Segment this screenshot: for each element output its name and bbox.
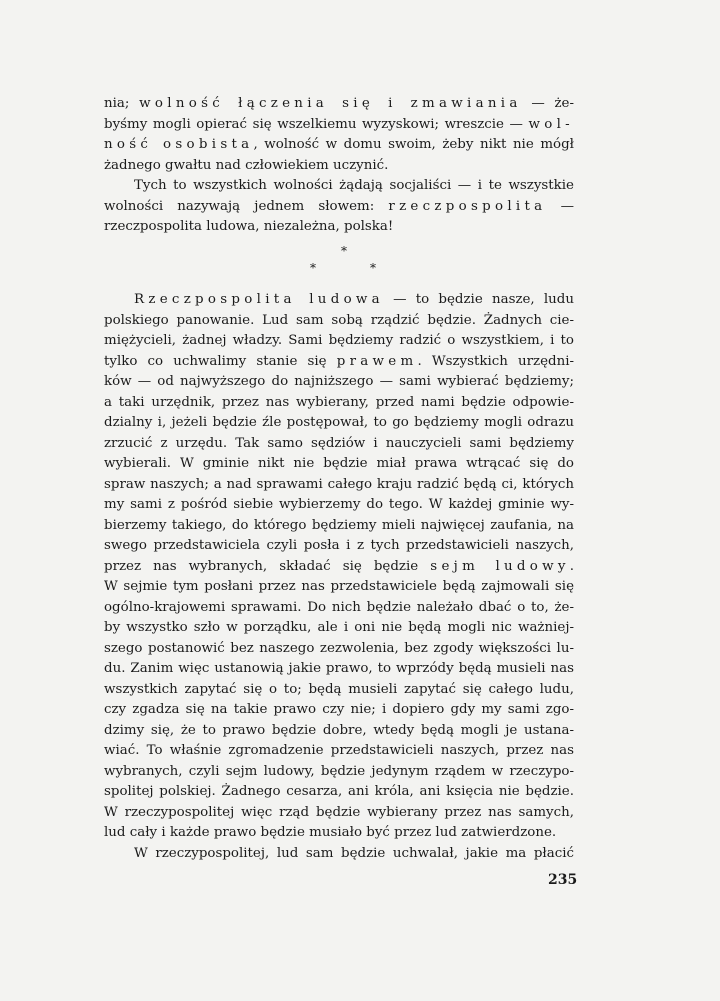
text-run: Tych to wszystkich wolności żądają socjaliści — i te wszystkie — [134, 178, 574, 193]
text-line — [104, 721, 574, 742]
paragraph-freedoms — [104, 94, 574, 176]
text-line — [104, 659, 574, 680]
text-line — [104, 331, 574, 352]
text-run: . — [569, 558, 575, 574]
text-run: wszystkich zapytać się o to; będą musieli zapytać się całego ludu, — [104, 681, 574, 697]
text-line — [104, 434, 574, 455]
text-run: szego postanowić bez naszego zezwolenia, bez zgody większości lu- — [104, 640, 574, 656]
emphasized-text: wol- — [528, 116, 574, 132]
text-run: du. Zanim więc ustanowią jakie prawo, to wprzódy będą musieli nas — [104, 661, 574, 676]
text-run: — — [546, 198, 574, 214]
text-line — [104, 217, 574, 238]
text-line — [104, 135, 574, 156]
text-run: nia; — [104, 96, 140, 111]
text-line — [104, 475, 574, 496]
text-run: W rzeczypospolitej więc rząd będzie wybierany przez nas samych, — [104, 804, 574, 820]
text-line — [104, 803, 574, 824]
text-run: W sejmie tym posłani przez nas przedstawiciele będą zajmowali się — [104, 579, 574, 594]
text-line — [104, 700, 574, 721]
text-line — [104, 680, 574, 701]
text-run: W rzeczypospolitej, lud sam będzie uchwalał, jakie ma płacić — [134, 845, 574, 861]
text-line — [104, 413, 574, 434]
text-run: spraw naszych; a nad sprawami całego kraju radzić będą ci, których — [104, 476, 574, 492]
main-text-block — [104, 290, 574, 864]
paragraph-socialists — [104, 176, 574, 238]
emphasized-text: rzeczpospolita — [388, 198, 547, 214]
text-run: wiać. To właśnie zgromadzenie przedstawicieli naszych, przez nas — [104, 743, 574, 758]
page-number: 235 — [548, 872, 578, 888]
emphasized-text: prawem — [336, 353, 418, 369]
text-run: żadnego gwałtu nad człowiekiem uczynić. — [104, 157, 389, 173]
text-line — [104, 115, 574, 136]
text-run: spolitej polskiej. Żadnego cesarza, ani króla, ani księcia nie będzie. — [104, 784, 574, 799]
text-run: zrzucić z urzędu. Tak samo sędziów i nauczycieli sami będziemy — [104, 435, 574, 451]
text-run: dzialny i, jeżeli będzie źle postępował, to go będziemy mogli odrazu — [104, 415, 574, 430]
text-run: byśmy mogli opierać się wszelkiemu wyzyskowi; wreszcie — — [104, 116, 529, 132]
text-line — [104, 618, 574, 639]
text-line — [104, 454, 574, 475]
text-line — [104, 94, 574, 115]
text-run: tylko co uchwalimy stanie się — [104, 353, 337, 369]
text-line — [104, 495, 574, 516]
text-run: a taki urzędnik, przez nas wybierany, przed nami będzie odpowie- — [104, 394, 574, 410]
emphasized-text: sejm ludowy — [430, 558, 570, 574]
emphasized-text: Rzeczpospolita ludowa — [134, 292, 384, 307]
text-run: miężycieli, żadnej władzy. Sami będziemy radzić o wszystkiem, i to — [104, 333, 574, 348]
text-run: my sami z pośród siebie wybierzemy do tego. W każdej gminie wy- — [104, 497, 574, 512]
text-line — [104, 536, 574, 557]
emphasized-text: wolność łączenia się i zmawiania — [139, 96, 522, 111]
text-run: . Wszystkich urzędni- — [417, 353, 575, 369]
text-run: polskiego panowanie. Lud sam sobą rządzić będzie. Żadnych cie- — [104, 312, 574, 328]
text-line — [104, 352, 574, 373]
text-line — [104, 176, 574, 197]
section-separator — [0, 244, 720, 274]
text-run: bierzemy takiego, do którego będziemy mieli najwięcej zaufania, na — [104, 517, 574, 533]
paragraph-republic — [104, 290, 574, 864]
text-line — [104, 844, 574, 865]
text-line — [104, 598, 574, 619]
text-line — [104, 372, 574, 393]
text-line — [104, 577, 574, 598]
text-run: wybranych, czyli sejm ludowy, będzie jedynym rządem w rzeczypo- — [104, 763, 574, 779]
text-line — [104, 156, 574, 177]
text-line — [104, 311, 574, 332]
text-line — [104, 290, 574, 311]
text-run: dzimy się, że to prawo będzie dobre, wtedy będą mogli je ustana- — [104, 722, 574, 738]
separator-star-right: * — [370, 261, 376, 275]
text-run: swego przedstawiciela czyli posła i z tych przedstawicieli naszych, — [104, 538, 574, 553]
text-run: czy zgadza się na takie prawo czy nie; i dopiero gdy my sami zgo- — [104, 702, 574, 717]
text-line — [104, 557, 574, 578]
text-line — [104, 516, 574, 537]
text-run: by wszystko szło w porządku, ale i oni nie będą mogli nic ważniej- — [104, 620, 574, 635]
emphasized-text: ność osobista — [104, 137, 254, 152]
text-run: , wolność w domu swoim, żeby nikt nie mógł — [253, 137, 574, 152]
text-run: lud cały i każde prawo będzie musiało być przez lud zatwierdzone. — [104, 825, 557, 840]
text-run: rzeczpospolita ludowa, niezależna, polska! — [104, 219, 394, 234]
separator-star-top: * — [341, 244, 347, 258]
separator-star-left: * — [310, 261, 316, 275]
text-line — [104, 393, 574, 414]
text-line — [104, 197, 574, 218]
text-run: wolności nazywają jednem słowem: — [104, 198, 389, 214]
text-run: ków — od najwyższego do najniższego — sami wybierać będziemy; — [104, 374, 574, 389]
text-run: wybierali. W gminie nikt nie będzie miał prawa wtrącać się do — [104, 456, 574, 471]
text-line — [104, 782, 574, 803]
text-run: — że- — [521, 96, 574, 111]
text-line — [104, 741, 574, 762]
top-text-block — [104, 94, 574, 238]
text-line — [104, 823, 574, 844]
text-run: ogólno-krajowemi sprawami. Do nich będzie należało dbać o to, że- — [104, 599, 574, 615]
text-line — [104, 762, 574, 783]
text-run: — to będzie nasze, ludu — [383, 292, 574, 307]
text-line — [104, 639, 574, 660]
text-run: przez nas wybranych, składać się będzie — [104, 558, 431, 574]
